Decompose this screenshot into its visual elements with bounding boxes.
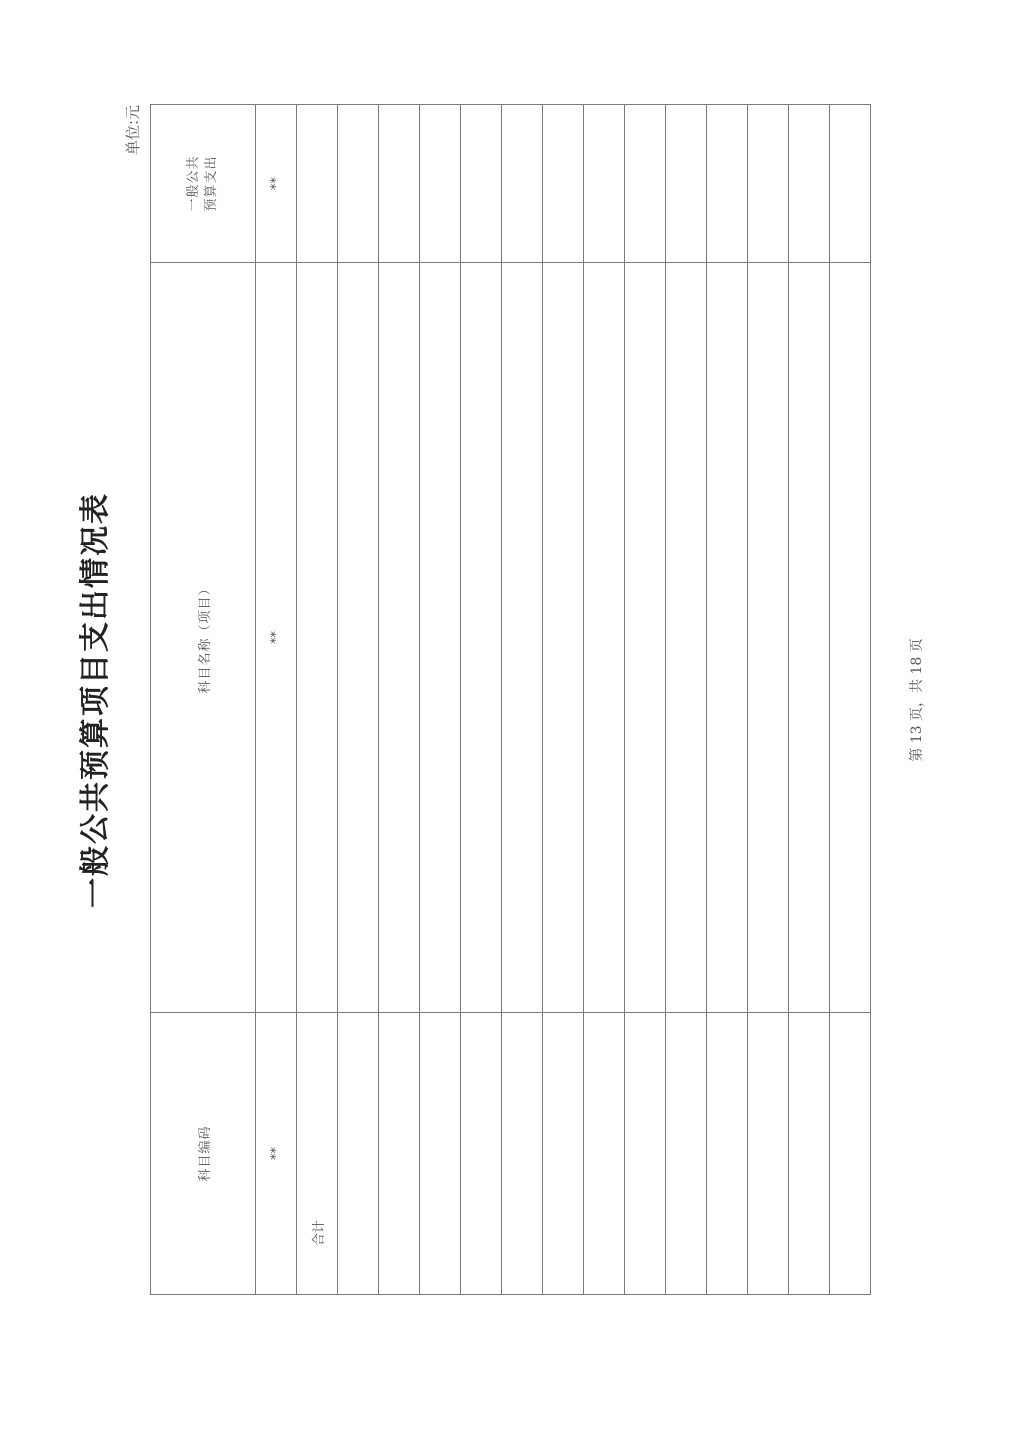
cell-name (789, 263, 830, 1013)
cell-amount (543, 105, 584, 263)
table-row (256, 105, 297, 1295)
table-row (830, 105, 871, 1295)
cell-amount (707, 105, 748, 263)
cell-name (666, 263, 707, 1013)
cell-code (584, 1013, 625, 1295)
cell-amount (748, 105, 789, 263)
table-row (338, 105, 379, 1295)
cell-code (461, 1013, 502, 1295)
table-row (420, 105, 461, 1295)
cell-amount (625, 105, 666, 263)
cell-code (789, 1013, 830, 1295)
rotated-sheet (78, 105, 925, 1295)
cell-code (625, 1013, 666, 1295)
cell-code (420, 1013, 461, 1295)
cell-name (830, 263, 871, 1013)
cell-name (707, 263, 748, 1013)
cell-amount (379, 105, 420, 263)
cell-amount (338, 105, 379, 263)
table-row (748, 105, 789, 1295)
header-amount-line2: 预算支出 (204, 155, 219, 212)
document-title: 一般公共预算项目支出情况表 (78, 492, 113, 908)
table-row (707, 105, 748, 1295)
table-row (297, 105, 338, 1295)
cell-code (338, 1013, 379, 1295)
cell-amount (789, 105, 830, 263)
table-row (543, 105, 584, 1295)
header-name: 科目名称（项目） (151, 263, 256, 1013)
cell-amount (830, 105, 871, 263)
cell-name (338, 263, 379, 1013)
header-amount-line1: 一般公共 (186, 155, 201, 212)
cell-name (420, 263, 461, 1013)
page-number: 第 13 页，共 18 页 (909, 638, 925, 762)
cell-name (543, 263, 584, 1013)
table-row (666, 105, 707, 1295)
unit-label: 单位:元 (124, 105, 142, 156)
cell-code: 合计 (297, 1013, 338, 1295)
table-row (625, 105, 666, 1295)
table-row (584, 105, 625, 1295)
table-body (151, 105, 871, 1295)
table-row (379, 105, 420, 1295)
cell-name (625, 263, 666, 1013)
cell-amount (297, 105, 338, 263)
cell-name (584, 263, 625, 1013)
table-header-row (151, 105, 256, 1295)
header-code: 科目编码 (151, 1013, 256, 1295)
budget-table (150, 104, 871, 1295)
cell-code (543, 1013, 584, 1295)
cell-amount (584, 105, 625, 263)
cell-name (379, 263, 420, 1013)
cell-name (748, 263, 789, 1013)
cell-amount: ** (256, 105, 297, 263)
cell-amount (420, 105, 461, 263)
cell-name: ** (256, 263, 297, 1013)
header-amount (151, 105, 256, 263)
cell-code (666, 1013, 707, 1295)
cell-amount (502, 105, 543, 263)
cell-name (297, 263, 338, 1013)
table-row (461, 105, 502, 1295)
cell-code (502, 1013, 543, 1295)
cell-code (379, 1013, 420, 1295)
cell-name (502, 263, 543, 1013)
cell-amount (461, 105, 502, 263)
cell-name (461, 263, 502, 1013)
table-row (789, 105, 830, 1295)
cell-amount (666, 105, 707, 263)
table-row (502, 105, 543, 1295)
cell-code: ** (256, 1013, 297, 1295)
cell-code (707, 1013, 748, 1295)
cell-code (830, 1013, 871, 1295)
cell-code (748, 1013, 789, 1295)
